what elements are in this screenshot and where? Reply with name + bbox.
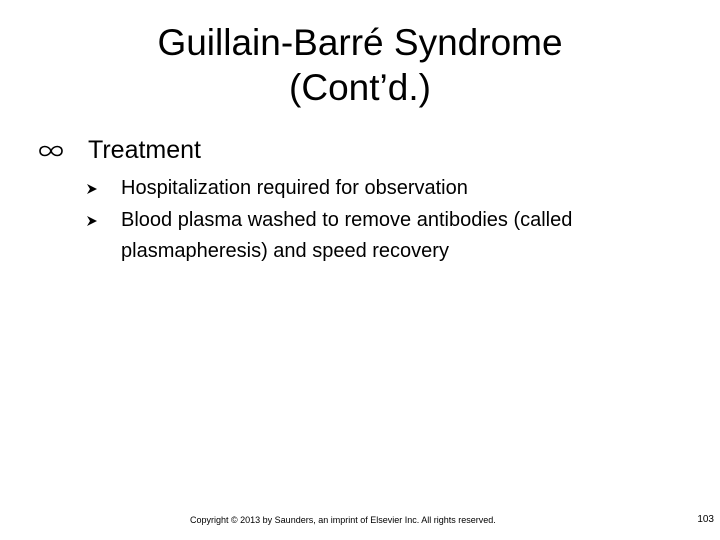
arrowhead-bullet-icon xyxy=(86,215,98,227)
slide-title-line-1: Guillain-Barré Syndrome xyxy=(157,22,563,63)
bullet-treatment-label: Treatment xyxy=(88,136,202,164)
page-number: 103 xyxy=(697,514,714,525)
sub-bullet-plasma-line-1: Blood plasma washed to remove antibodies (called xyxy=(121,209,573,231)
slide-title-line-2: (Cont’d.) xyxy=(289,67,431,108)
copyright-footer: Copyright © 2013 by Saunders, an imprint of Elsevier Inc. All rights reserved. xyxy=(190,515,496,525)
arrowhead-bullet-icon xyxy=(86,183,98,195)
swirl-bullet-icon xyxy=(38,144,64,158)
sub-bullet-plasma-line-2: plasmapheresis) and speed recovery xyxy=(121,240,449,262)
sub-bullet-hospitalization-text: Hospitalization required for observation xyxy=(121,177,468,199)
slide-title xyxy=(60,20,660,110)
sub-bullet-plasma-text xyxy=(121,205,701,267)
